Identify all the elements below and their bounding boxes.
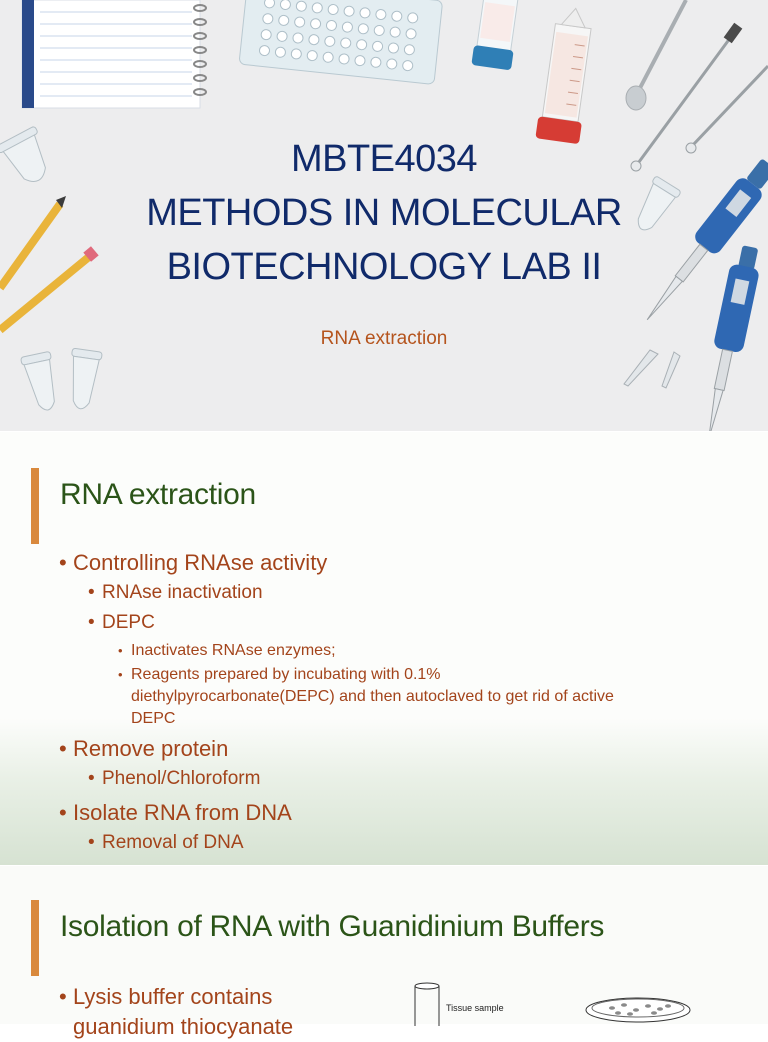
title-line: BIOTECHNOLOGY LAB II xyxy=(166,246,602,288)
bullet-list xyxy=(58,548,614,858)
slide-subtitle: RNA extraction xyxy=(320,328,448,349)
title-slide xyxy=(0,0,768,432)
tissue-tube-icon xyxy=(410,982,446,1026)
well-plate-icon xyxy=(236,0,448,84)
slide-title xyxy=(0,132,768,294)
bullet-continuation: DEPC xyxy=(131,710,176,727)
bullet-item: • Phenol/Chloroform xyxy=(88,768,261,789)
bullet-continuation: guanidium thiocyanate xyxy=(73,1014,294,1039)
bullet-continuation: diethylpyrocarbonate(DEPC) and then autoclaved to get rid of active xyxy=(131,688,614,705)
microtube-icon xyxy=(20,348,106,424)
slide-heading: Isolation of RNA with Guanidinium Buffers xyxy=(60,910,605,943)
heading-accent-bar xyxy=(31,900,39,976)
bullet-item: • Isolate RNA from DNA xyxy=(59,800,292,825)
centrifuge-tube-red-icon xyxy=(532,8,604,150)
notebook-icon xyxy=(0,0,215,112)
petri-dish-icon xyxy=(582,994,694,1024)
content-slide xyxy=(0,866,768,1039)
bullet-item: • Removal of DNA xyxy=(88,832,244,853)
bullet-item: • Reagents prepared by incubating with 0.1% xyxy=(118,666,441,683)
heading-accent-bar xyxy=(31,468,39,544)
title-line: MBTE4034 xyxy=(290,138,478,180)
title-line: METHODS IN MOLECULAR xyxy=(146,192,622,234)
slide-heading: RNA extraction xyxy=(60,478,256,511)
content-slide xyxy=(0,432,768,866)
figure-label: Tissue sample xyxy=(446,1003,504,1013)
bullet-item: • Remove protein xyxy=(59,736,229,761)
bullet-list xyxy=(58,982,293,1042)
bullet-item: • RNAse inactivation xyxy=(88,582,263,603)
bullet-item: • Controlling RNAse activity xyxy=(59,550,328,575)
test-tube-blue-icon xyxy=(466,0,530,80)
bullet-item: • DEPC xyxy=(88,612,155,633)
pipette-tip-icon xyxy=(620,348,680,394)
bullet-item: • Inactivates RNAse enzymes; xyxy=(118,642,336,659)
bullet-item: • Lysis buffer contains xyxy=(59,984,273,1009)
